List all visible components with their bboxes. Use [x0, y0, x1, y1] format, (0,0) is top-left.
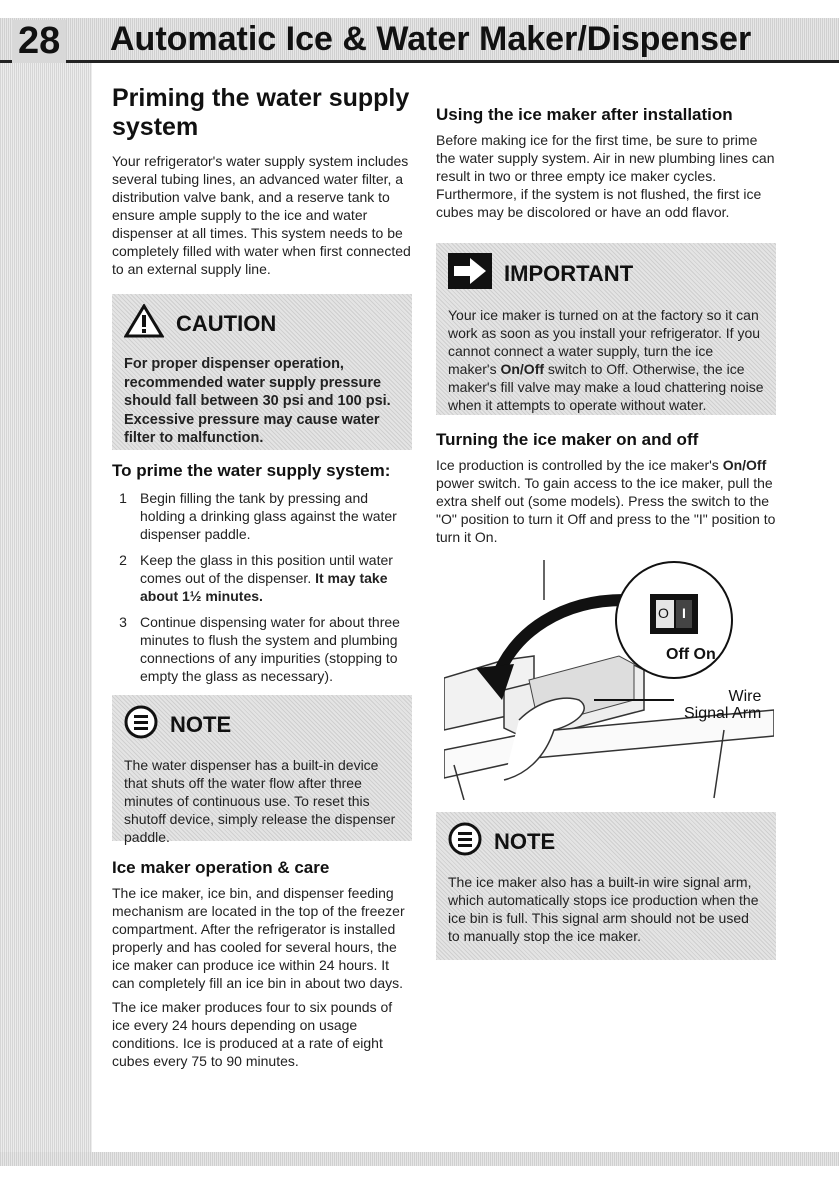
after-install-heading: Using the ice maker after installation — [436, 105, 733, 124]
important-header — [448, 253, 764, 294]
off-on-label: Off On — [666, 646, 716, 663]
caution-box — [112, 294, 412, 450]
step-item — [112, 489, 412, 543]
important-text-2: switch to Off. Otherwise, the ice maker's fill valve may make a loud chattering noise when it attempts to operate without water. — [448, 361, 764, 413]
ice-maker-drawing — [444, 560, 774, 800]
operation-p1: The ice maker, ice bin, and dispenser feeding mechanism are located in the top of the freezer compartment. After the refrigerator is installed properly and has cooled for several hours, the ice maker can produce ice within 24 hours. It can completely fill an ice bin in about two days. — [112, 885, 405, 991]
step-item — [112, 613, 412, 685]
priming-heading: Priming the water supply system — [112, 84, 410, 141]
wire-signal-arm-label — [684, 688, 761, 722]
after-install-body: Before making ice for the first time, be sure to prime the water supply system. Air in new plumbing lines can result in two or three empty ice maker cycles. Furthermore, if the system is not flushed, the first ice cubes may be discolored or have an odd flavor. — [436, 132, 775, 220]
note-title: NOTE — [170, 711, 232, 737]
steps-heading: To prime the water supply system: — [112, 461, 391, 480]
page-number: 28 — [12, 20, 66, 63]
footer-band — [0, 1152, 839, 1166]
switch-o-label: O — [658, 605, 669, 621]
note-header — [448, 822, 764, 861]
steps-list — [112, 489, 412, 685]
turning-switch-name: On/Off — [722, 457, 767, 473]
step-text: Begin filling the tank by pressing and holding a drinking glass against the water dispenser paddle. — [140, 490, 397, 542]
step-text-wrap — [134, 551, 412, 605]
operation-p2: The ice maker produces four to six pounds of ice every 24 hours depending on usage conditions. Ice is produced at a rate of eight cubes every 75 to 90 minutes. — [112, 999, 393, 1069]
left-column — [112, 80, 412, 1070]
note-icon — [448, 822, 482, 861]
header-rule — [0, 60, 839, 63]
note-title: NOTE — [494, 828, 556, 854]
arrow-icon — [448, 253, 492, 294]
right-column — [436, 104, 776, 960]
ice-maker-illustration — [444, 560, 774, 800]
side-strip — [0, 62, 92, 1152]
important-box — [436, 243, 776, 415]
note-text: The water dispenser has a built-in device that shuts off the water flow after three minutes of continuous use. To reset this shutoff device, simply release the dispenser paddle. — [124, 757, 396, 845]
operation-heading: Ice maker operation & care — [112, 858, 330, 877]
page-title: Automatic Ice & Water Maker/Dispenser — [110, 20, 752, 58]
signal-arm-label: Signal Arm — [684, 705, 762, 722]
note-header — [124, 705, 400, 744]
caution-text: For proper dispenser operation, recommended water supply pressure should fall between 30 psi and 100 psi. Excessive pressure may cause water filter to malfunction. — [124, 356, 391, 446]
step-text: Keep the glass in this position until water comes out of the dispenser. — [140, 552, 393, 586]
switch-i-label: I — [682, 605, 686, 621]
turning-body — [436, 456, 776, 546]
wire-label: Wire — [728, 688, 762, 705]
caution-title: CAUTION — [176, 310, 277, 336]
note-text: The ice maker also has a built-in wire signal arm, which automatically stops ice production when the ice bin is full. This signal arm should not be used to manually stop the ice maker. — [448, 874, 759, 944]
note-box-left — [112, 695, 412, 845]
note-box-right — [436, 812, 776, 960]
step-item — [112, 551, 412, 605]
turning-body-2: power switch. To gain access to the ice maker, pull the extra shelf out (some models). Press the switch to the "O" position to turn it Off and press to the "I" position to turn it On. — [436, 475, 776, 545]
step-number: 3 — [119, 614, 127, 630]
note-icon — [124, 705, 158, 744]
important-title: IMPORTANT — [504, 260, 634, 286]
important-text — [448, 306, 764, 414]
important-text-1: Your ice maker is turned on at the factory so it can work as soon as you install your refrigerator. If you cannot connect a water supply, turn the ice maker's — [448, 307, 761, 377]
priming-body: Your refrigerator's water supply system includes several tubing lines, an advanced water filter, a distribution valve bank, and a reserve tank to ensure ample supply to the ice and water dispenser at all times. This system needs to be completely filled with water when first connected to an external supply line. — [112, 153, 411, 277]
step-number: 2 — [119, 552, 127, 568]
important-switch-name: On/Off — [500, 361, 545, 377]
step-bold-text: It may take about 1½ minutes. — [140, 570, 388, 604]
warning-icon — [124, 304, 164, 343]
turning-body-1: Ice production is controlled by the ice maker's — [436, 457, 719, 473]
step-number: 1 — [119, 490, 127, 506]
step-text: Continue dispensing water for about three minutes to flush the system and plumbing connections of any impurities (stopping to empty the glass as necessary). — [140, 614, 400, 684]
caution-header — [124, 304, 400, 343]
turning-heading: Turning the ice maker on and off — [436, 430, 699, 449]
